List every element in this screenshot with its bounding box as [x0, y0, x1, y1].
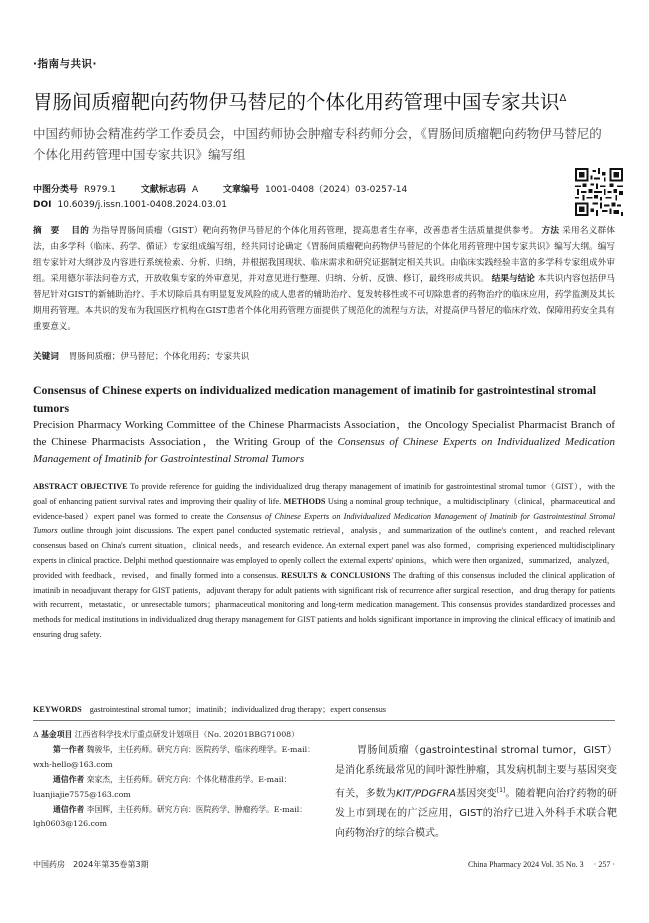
qr-code-icon[interactable] — [575, 168, 623, 216]
body-text-part2: 基因突变 — [455, 788, 497, 800]
methods-en-italic: Consensus of Chinese Experts on Individualized Medication Management of Imatinib for Gastrointestinal Stromal Tumors — [33, 511, 615, 536]
chinese-authors: 中国药师协会精准药学工作委员会，中国药师协会肿瘤专科药师分会，《胃肠间质瘤靶向药物伊马替尼的个体化用药管理中国专家共识》编写组 — [33, 126, 602, 162]
english-authors — [33, 417, 615, 468]
footer-journal-en: China Pharmacy 2024 Vol. 35 No. 3 · 257 · — [467, 860, 615, 869]
doi-value: 10.6039/j.issn.1001-0408.2024.03.01 — [57, 200, 227, 210]
body-text-part3: 。随着靶向治疗药物的研发上市到现在的广泛应用，GIST的治疗已进入外科手术联合靶向药物治疗的综合模式。 — [335, 788, 618, 840]
corresponding-author-value-2: 李国辉，主任药师。研究方向：医院药学、肿瘤药学。E-mail：lgh0603@126.com — [33, 805, 308, 829]
fund-value: 江西省科学技术厅重点研发计划项目（No. 20201BBG71008） — [74, 730, 299, 739]
fund-footnote — [33, 728, 318, 742]
keywords-en-value: gastrointestinal stromal tumor；imatinib；individualized drug therapy；expert consensus — [89, 705, 386, 714]
body-text-part1: 胃肠间质瘤（gastrointestinal stromal tumor，GIST）是消化系统最常见的间叶源性肿瘤，其发病机制主要与基因突变有关，多数为 — [335, 745, 617, 800]
title-fund-mark: Δ — [559, 93, 567, 104]
article-no-value: 1001-0408（2024）03-0257-14 — [265, 185, 408, 195]
doc-code-label: 文献标志码 — [140, 185, 186, 195]
objective-cn-text: 为指导胃肠间质瘤（GIST）靶向药物伊马替尼的个体化用药管理，提高患者生存率，改善患者生活质量提供参考。 — [92, 226, 539, 236]
clc-value: R979.1 — [84, 185, 117, 195]
methods-cn-text: 采用名义群体法，由多学科（临床、药学、循证）专家组成编写组，经共同讨论确定《胃肠间质瘤靶向药物伊马替尼的个体化用药管理中国专家共识》编写大纲。编写组专家针对大纲涉及内容进行系统检索、分析、归纳，并根据我国现状、临床需求和研究证据制定相关共识。由临床实践经验丰富的多学科专家组成外审组。采用德尔菲法问卷方式，开放收集专家的外审意见，并对意见进行整理、归纳、分析、反馈、修订，最终形成共识。 — [33, 226, 615, 284]
doi-label: DOI — [33, 200, 52, 210]
abstract-en-label: ABSTRACT — [33, 482, 78, 491]
english-title: Consensus of Chinese experts on individualized medication management of imatinib for gastrointestinal stromal tumors — [33, 383, 596, 415]
objective-en-text: To provide reference for guiding the individualized drug therapy management of imatinib for gastrointestinal stromal tumor（GIST），with the goal of enhancing patient survival rates and improving their quality of life. — [33, 482, 616, 506]
metadata-row-1 — [33, 183, 407, 198]
english-authors-italic: Consensus of Chinese Experts on Individualized Medication Management of Imatinib for Gastrointestinal Stromal Tumors — [33, 436, 616, 465]
results-en-label: RESULTS & CONCLUSIONS — [281, 570, 391, 580]
chinese-keywords — [33, 350, 249, 364]
fund-label: 基金项目 — [41, 730, 73, 739]
chinese-title — [33, 86, 613, 116]
first-author-value: 魏骏华，主任药师。研究方向：医院药学、临床药理学。E-mail：wxh-hello@163.com — [33, 745, 315, 769]
english-authors-text: Precision Pharmacy Working Committee of the Chinese Pharmacists Association，the Oncology Specialist Pharmacist Branch of the Chinese Pharmacists Association，the Writing Group of the — [33, 419, 615, 448]
corresponding-author-footnote-2 — [33, 803, 318, 832]
methods-en-label: METHODS — [283, 496, 326, 506]
keywords-cn-value: 胃肠间质瘤；伊马替尼；个体化用药；专家共识 — [68, 352, 250, 362]
body-paragraph — [335, 741, 617, 844]
keywords-en-label: KEYWORDS — [33, 705, 82, 714]
methods-en-text-a: Using a nominal group technique，a multidisciplinary（clinical，pharmaceutical and evidence-based）expert panel was formed to create the — [33, 496, 616, 521]
section-label: ·指南与共识· — [33, 58, 97, 70]
article-no-label: 文章编号 — [222, 185, 259, 195]
results-cn-label: 结果与结论 — [491, 274, 535, 284]
corresponding-author-footnote-1 — [33, 773, 318, 802]
body-text — [335, 741, 617, 844]
chinese-title-text: 胃肠间质瘤靶向药物伊马替尼的个体化用药管理中国专家共识 — [33, 90, 560, 114]
chinese-abstract — [33, 223, 615, 335]
metadata-row-2 — [33, 198, 407, 213]
footnotes — [33, 728, 318, 833]
corresponding-author-label-2: 通信作者 — [53, 805, 85, 815]
results-cn-text: 本共识内容包括伊马替尼针对GIST的新辅助治疗、手术切除后具有明显复发风险的成人患者的辅助治疗、复发转移性或不可切除患者的药物治疗的临床应用，药学监测及其长期用药管理。本共识的发布为我国医疗机构在GIST患者个体化用药管理方面提供了规范化的流程与方法，对提高伊马替尼的临床疗效、保障用药安全具有重要意义。 — [33, 274, 615, 332]
abstract-cn-label: 摘 要 — [33, 226, 60, 236]
methods-cn-label: 方法 — [541, 226, 560, 236]
first-author-label: 第一作者 — [53, 745, 85, 755]
keywords-cn-label: 关键词 — [33, 352, 59, 362]
methods-en-text-b: outline through joint discussions. The expert panel conducted systematic retrieval，analysis，and summarization of the outline's content，and reached relevant consensus based on China's current situation，clinical needs，and research evidence. An external expert panel was also formed，comprising experienced multidisciplinary experts in clinical practice. Delphi method questionnaire was employed to openly collect the external experts' opinions，which were then organized，summarized，analyzed，provided with feedback，revised，and finally formed into a consensus. — [33, 526, 615, 580]
first-author-footnote — [33, 743, 318, 772]
results-en-text: The drafting of this consensus included the clinical application of imatinib in neoadjuvant therapy for GIST patients，adjuvant therapy for adult patients with significant risk of recurrence after surgical resection，and drug therapy for patients with recurrent，metastatic，or unresectable tumors；pharmaceutical monitoring and long-term medication management. This consensus provides standardized processes and methods for medical institutions in individualized drug therapy management for GIST patients and holds significant importance in improving the clinical efficacy of imatinib and ensuring drug safety. — [33, 570, 616, 639]
english-keywords — [33, 703, 386, 717]
divider — [33, 720, 615, 721]
english-abstract — [33, 480, 615, 643]
corresponding-author-label-1: 通信作者 — [53, 775, 85, 785]
corresponding-author-value-1: 栾家杰，主任药师。研究方向：个体化精准药学。E-mail：luanjiajie7575@163.com — [33, 775, 292, 799]
fund-mark: Δ — [33, 730, 39, 739]
reference-link[interactable]: [1] — [496, 787, 506, 794]
objective-en-label: OBJECTIVE — [80, 482, 128, 491]
clc-label: 中图分类号 — [33, 185, 79, 195]
article-metadata — [33, 183, 407, 213]
doc-code-value: A — [191, 185, 199, 195]
footer-journal-cn: 中国药房 2024年第35卷第3期 — [33, 860, 149, 869]
gene-name: KIT/PDGFRA — [395, 788, 456, 800]
objective-cn-label: 目的 — [71, 226, 90, 236]
